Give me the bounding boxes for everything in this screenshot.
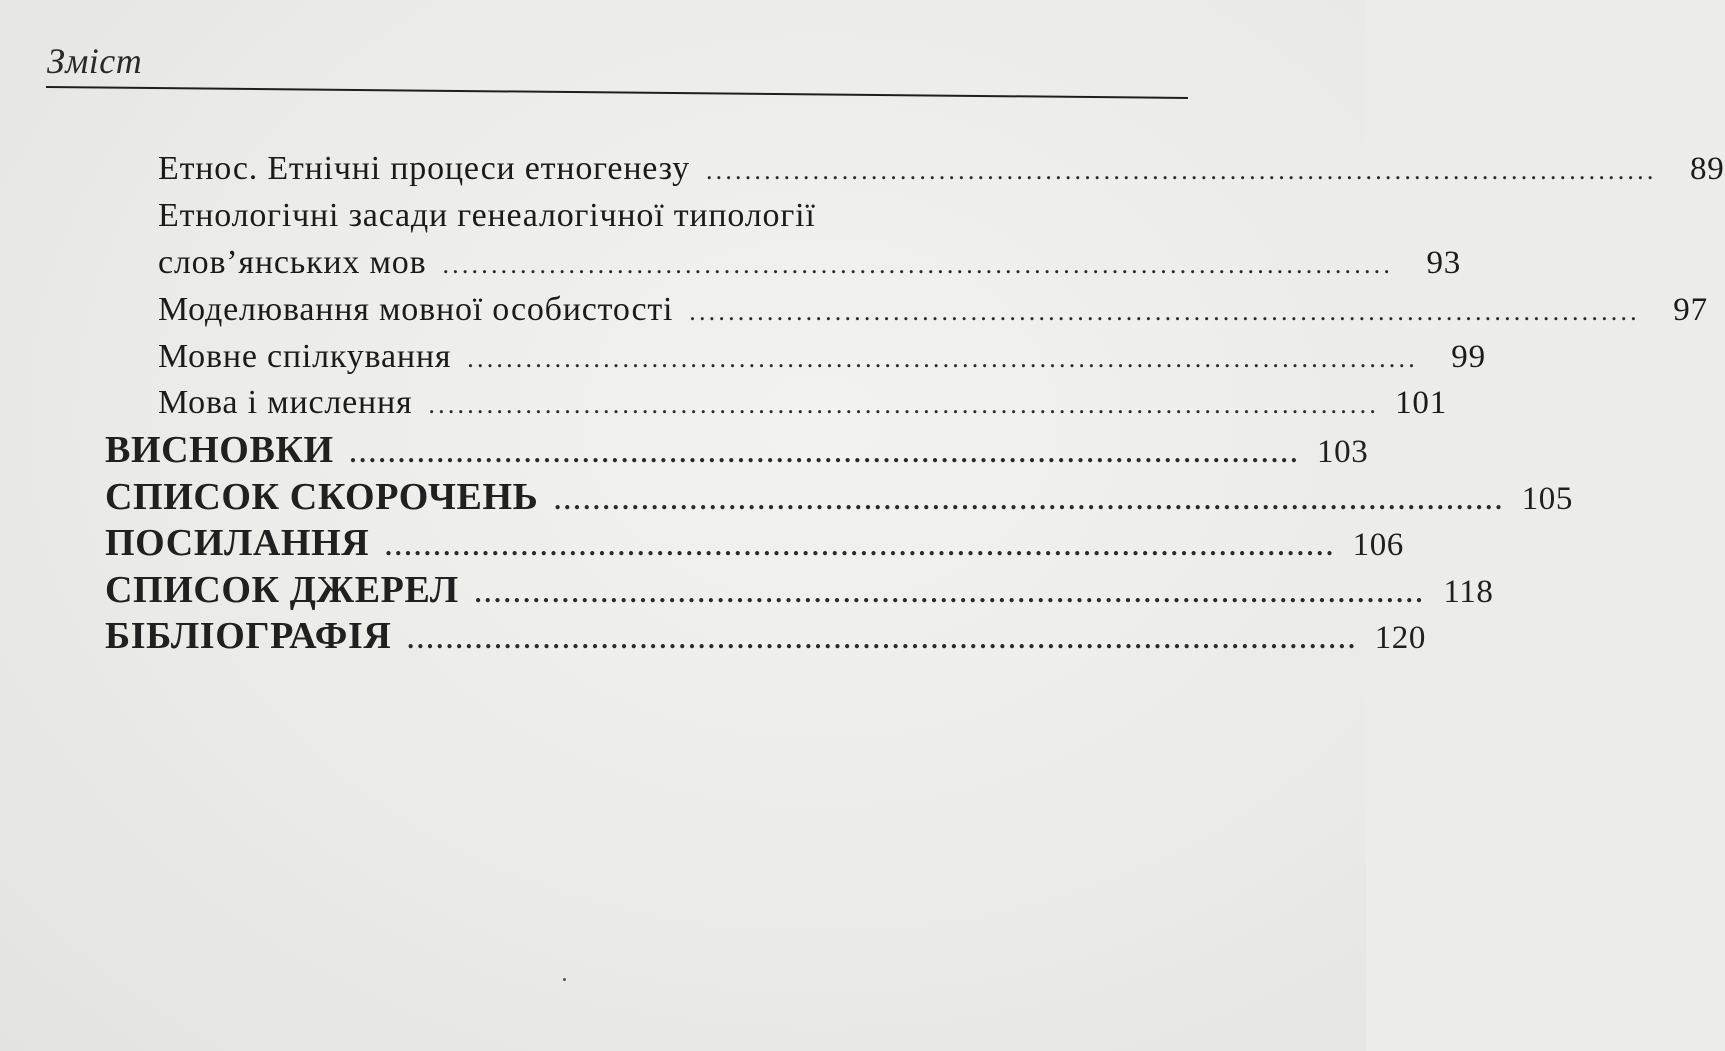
toc-entry-page: 120	[1374, 620, 1427, 656]
toc-entry-label: СПИСОК СКОРОЧЕНЬ	[105, 476, 539, 518]
dot-leader: ..................................................................................................	[467, 344, 1418, 373]
toc-entry-label-line2: слов’янських мов	[158, 244, 427, 281]
toc-entry	[158, 338, 1486, 376]
dot-leader: ..................................................................................................	[442, 250, 1394, 279]
toc-entry-page: 89	[1689, 151, 1725, 187]
toc-entry	[105, 428, 1369, 472]
toc-entry-label: Мовне спілкування	[158, 338, 452, 375]
toc-entry-label: ВИСНОВКИ	[105, 429, 334, 471]
header-rule	[46, 86, 1188, 99]
toc-entry-page: 93	[1426, 245, 1462, 281]
dot-leader: ..................................................................................................	[554, 486, 1505, 515]
toc-entry-page: 101	[1395, 385, 1448, 421]
toc-entry-label: Моделювання мовної особистості	[158, 291, 674, 328]
toc-entry	[158, 291, 1708, 329]
dot-leader: ..................................................................................................	[689, 297, 1640, 326]
dot-leader: ..................................................................................................	[385, 532, 1336, 561]
toc-entry-page: 106	[1352, 527, 1404, 563]
dot-leader: ..................................................................................................	[407, 625, 1359, 654]
toc-entry	[158, 244, 1462, 282]
toc-entry	[105, 568, 1494, 612]
toc-entry	[158, 384, 1448, 422]
toc-entry-label-line1: Етнологічні засади генеалогічної типології	[158, 197, 816, 234]
dot-leader: ..................................................................................................	[428, 390, 1380, 419]
toc-entry-page: 99	[1451, 339, 1486, 375]
toc-entry-label: СПИСОК ДЖЕРЕЛ	[105, 569, 459, 611]
toc-entry	[158, 150, 1725, 188]
running-head: Зміст	[47, 41, 143, 81]
toc-entry-page: 118	[1443, 574, 1494, 610]
dot-leader: ..................................................................................................	[474, 579, 1426, 608]
dot-leader: ..................................................................................................	[349, 439, 1301, 468]
toc-entry	[105, 614, 1427, 658]
paper-speck	[563, 978, 566, 981]
toc-entry-label: Етнос. Етнічні процеси етногенезу	[158, 150, 690, 187]
toc-entry-page: 103	[1317, 434, 1369, 470]
toc-entry	[105, 475, 1573, 519]
dot-leader: ..................................................................................................	[705, 156, 1657, 185]
toc-entry-label: БІБЛІОГРАФІЯ	[105, 615, 392, 657]
toc-entry-label: Мова і мислення	[158, 384, 413, 421]
toc-entry-page: 105	[1521, 481, 1573, 517]
toc-entry	[105, 521, 1404, 565]
toc-entry-page: 97	[1673, 292, 1708, 328]
toc-entry-label: ПОСИЛАННЯ	[105, 522, 370, 564]
